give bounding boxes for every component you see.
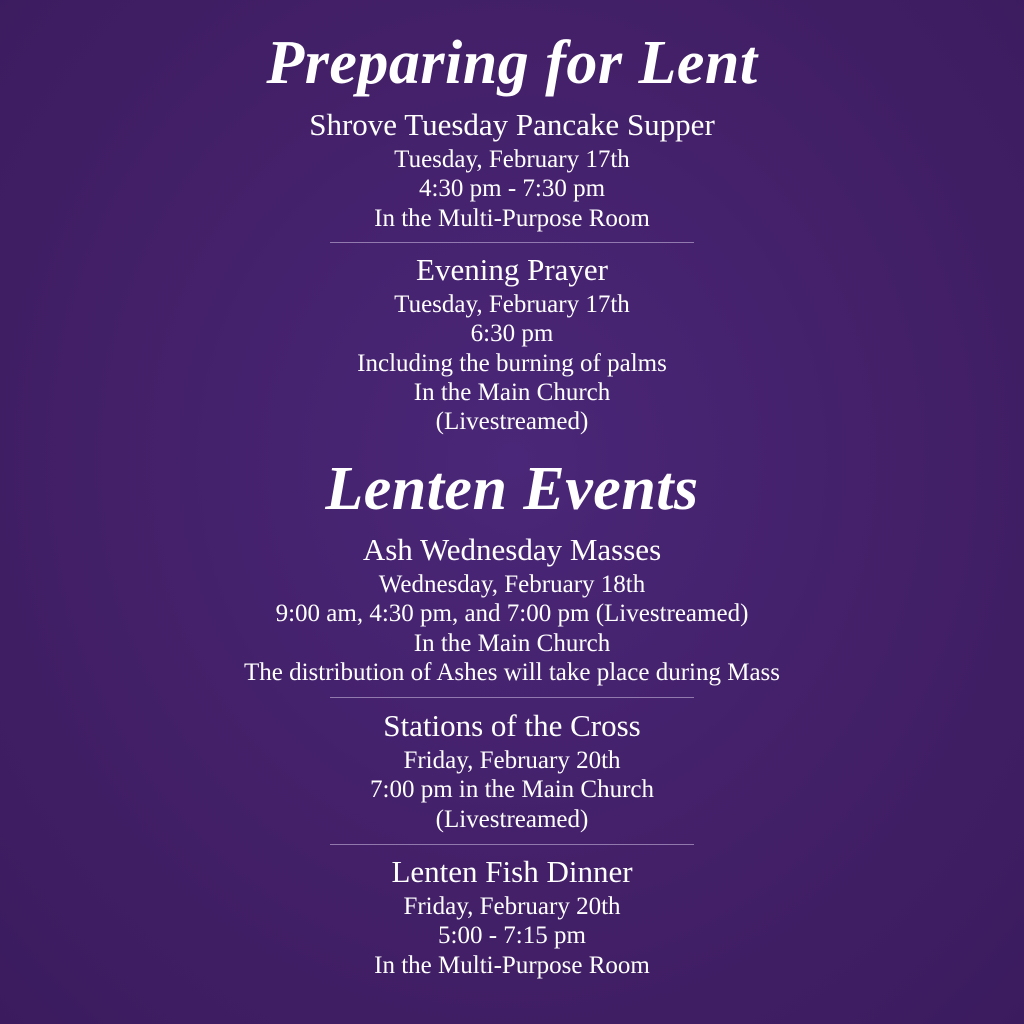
- event-time: 4:30 pm - 7:30 pm: [418, 175, 606, 203]
- event-location: In the Main Church: [413, 378, 611, 406]
- event-title: Evening Prayer: [416, 252, 608, 287]
- event-date: Friday, February 20th: [403, 747, 621, 774]
- event-date: Tuesday, February 17th: [394, 146, 630, 173]
- section-title-lenten-events: Lenten Events: [325, 455, 699, 523]
- event-lenten-fish-dinner: [0, 854, 1024, 980]
- event-title: Shrove Tuesday Pancake Supper: [309, 107, 715, 142]
- event-note: Including the burning of palms: [357, 349, 667, 377]
- event-location: In the Main Church: [413, 629, 611, 657]
- event-time: 6:30 pm: [470, 320, 554, 348]
- event-shrove-tuesday-pancake-supper: [0, 107, 1024, 233]
- event-time-location: 7:00 pm in the Main Church: [370, 776, 654, 804]
- event-title: Ash Wednesday Masses: [362, 532, 662, 567]
- divider: [330, 844, 694, 845]
- event-ash-wednesday-masses: [0, 532, 1024, 687]
- event-evening-prayer: [0, 252, 1024, 436]
- event-stations-of-the-cross: [0, 708, 1024, 834]
- event-date: Wednesday, February 18th: [378, 571, 646, 598]
- event-location: In the Multi-Purpose Room: [374, 951, 650, 979]
- section-title-preparing-for-lent: Preparing for Lent: [266, 29, 758, 97]
- event-title: Stations of the Cross: [383, 708, 641, 743]
- event-time: 5:00 - 7:15 pm: [438, 922, 586, 950]
- divider: [330, 697, 694, 698]
- event-title: Lenten Fish Dinner: [391, 854, 633, 889]
- event-note: The distribution of Ashes will take place during Mass: [243, 658, 781, 686]
- event-location: In the Multi-Purpose Room: [374, 204, 650, 232]
- event-date: Tuesday, February 17th: [394, 291, 630, 318]
- divider: [330, 242, 694, 243]
- event-livestream-note: (Livestreamed): [435, 805, 589, 833]
- event-livestream-note: (Livestreamed): [435, 408, 589, 436]
- event-date: Friday, February 20th: [403, 893, 621, 920]
- event-times: 9:00 am, 4:30 pm, and 7:00 pm (Livestreamed): [275, 600, 749, 628]
